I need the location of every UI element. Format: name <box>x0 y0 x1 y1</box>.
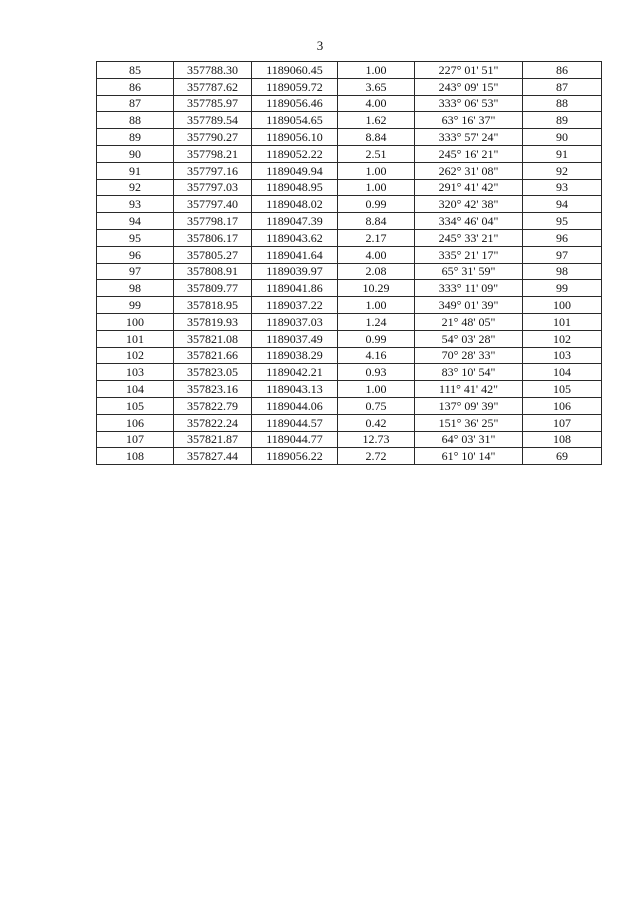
x-coordinate-cell: 357787.62 <box>174 78 252 95</box>
next-point-cell: 88 <box>523 95 602 112</box>
y-coordinate-cell: 1189038.29 <box>252 347 338 364</box>
point-number-cell: 88 <box>97 112 174 129</box>
x-coordinate-cell: 357785.97 <box>174 95 252 112</box>
x-coordinate-cell: 357822.79 <box>174 397 252 414</box>
table-row <box>97 78 602 95</box>
next-point-cell: 95 <box>523 213 602 230</box>
table-row <box>97 397 602 414</box>
distance-cell: 12.73 <box>338 431 415 448</box>
table-row <box>97 62 602 79</box>
y-coordinate-cell: 1189060.45 <box>252 62 338 79</box>
y-coordinate-cell: 1189052.22 <box>252 145 338 162</box>
next-point-cell: 97 <box>523 246 602 263</box>
y-coordinate-cell: 1189041.86 <box>252 280 338 297</box>
bearing-cell: 245° 33' 21" <box>415 229 523 246</box>
y-coordinate-cell: 1189047.39 <box>252 213 338 230</box>
x-coordinate-cell: 357821.08 <box>174 330 252 347</box>
bearing-cell: 64° 03' 31" <box>415 431 523 448</box>
distance-cell: 4.16 <box>338 347 415 364</box>
x-coordinate-cell: 357789.54 <box>174 112 252 129</box>
bearing-cell: 54° 03' 28" <box>415 330 523 347</box>
point-number-cell: 96 <box>97 246 174 263</box>
x-coordinate-cell: 357822.24 <box>174 414 252 431</box>
table-row <box>97 414 602 431</box>
y-coordinate-cell: 1189039.97 <box>252 263 338 280</box>
distance-cell: 1.00 <box>338 62 415 79</box>
coordinates-table-body <box>97 62 602 465</box>
bearing-cell: 245° 16' 21" <box>415 145 523 162</box>
next-point-cell: 89 <box>523 112 602 129</box>
table-row <box>97 448 602 465</box>
point-number-cell: 98 <box>97 280 174 297</box>
y-coordinate-cell: 1189054.65 <box>252 112 338 129</box>
point-number-cell: 105 <box>97 397 174 414</box>
bearing-cell: 333° 06' 53" <box>415 95 523 112</box>
point-number-cell: 93 <box>97 196 174 213</box>
y-coordinate-cell: 1189044.57 <box>252 414 338 431</box>
point-number-cell: 90 <box>97 145 174 162</box>
distance-cell: 1.00 <box>338 179 415 196</box>
point-number-cell: 99 <box>97 297 174 314</box>
point-number-cell: 86 <box>97 78 174 95</box>
y-coordinate-cell: 1189037.49 <box>252 330 338 347</box>
x-coordinate-cell: 357821.66 <box>174 347 252 364</box>
distance-cell: 8.84 <box>338 213 415 230</box>
point-number-cell: 97 <box>97 263 174 280</box>
distance-cell: 3.65 <box>338 78 415 95</box>
x-coordinate-cell: 357827.44 <box>174 448 252 465</box>
x-coordinate-cell: 357797.16 <box>174 162 252 179</box>
table-row <box>97 162 602 179</box>
point-number-cell: 101 <box>97 330 174 347</box>
next-point-cell: 107 <box>523 414 602 431</box>
next-point-cell: 86 <box>523 62 602 79</box>
next-point-cell: 69 <box>523 448 602 465</box>
next-point-cell: 87 <box>523 78 602 95</box>
x-coordinate-cell: 357798.17 <box>174 213 252 230</box>
bearing-cell: 61° 10' 14" <box>415 448 523 465</box>
next-point-cell: 96 <box>523 229 602 246</box>
table-row <box>97 229 602 246</box>
y-coordinate-cell: 1189043.13 <box>252 381 338 398</box>
table-row <box>97 112 602 129</box>
coordinates-table <box>96 61 602 465</box>
distance-cell: 4.00 <box>338 95 415 112</box>
table-row <box>97 381 602 398</box>
bearing-cell: 227° 01' 51" <box>415 62 523 79</box>
bearing-cell: 333° 11' 09" <box>415 280 523 297</box>
x-coordinate-cell: 357805.27 <box>174 246 252 263</box>
bearing-cell: 349° 01' 39" <box>415 297 523 314</box>
x-coordinate-cell: 357818.95 <box>174 297 252 314</box>
distance-cell: 10.29 <box>338 280 415 297</box>
table-row <box>97 246 602 263</box>
point-number-cell: 85 <box>97 62 174 79</box>
distance-cell: 1.24 <box>338 313 415 330</box>
next-point-cell: 103 <box>523 347 602 364</box>
next-point-cell: 91 <box>523 145 602 162</box>
bearing-cell: 137° 09' 39" <box>415 397 523 414</box>
bearing-cell: 83° 10' 54" <box>415 364 523 381</box>
distance-cell: 2.08 <box>338 263 415 280</box>
point-number-cell: 102 <box>97 347 174 364</box>
x-coordinate-cell: 357809.77 <box>174 280 252 297</box>
next-point-cell: 102 <box>523 330 602 347</box>
distance-cell: 8.84 <box>338 129 415 146</box>
bearing-cell: 333° 57' 24" <box>415 129 523 146</box>
next-point-cell: 99 <box>523 280 602 297</box>
x-coordinate-cell: 357797.40 <box>174 196 252 213</box>
y-coordinate-cell: 1189048.95 <box>252 179 338 196</box>
distance-cell: 0.99 <box>338 330 415 347</box>
point-number-cell: 95 <box>97 229 174 246</box>
next-point-cell: 104 <box>523 364 602 381</box>
point-number-cell: 103 <box>97 364 174 381</box>
distance-cell: 4.00 <box>338 246 415 263</box>
table-row <box>97 364 602 381</box>
distance-cell: 2.17 <box>338 229 415 246</box>
distance-cell: 1.00 <box>338 381 415 398</box>
x-coordinate-cell: 357808.91 <box>174 263 252 280</box>
bearing-cell: 334° 46' 04" <box>415 213 523 230</box>
distance-cell: 1.62 <box>338 112 415 129</box>
next-point-cell: 101 <box>523 313 602 330</box>
table-row <box>97 145 602 162</box>
y-coordinate-cell: 1189056.10 <box>252 129 338 146</box>
point-number-cell: 94 <box>97 213 174 230</box>
distance-cell: 0.93 <box>338 364 415 381</box>
point-number-cell: 107 <box>97 431 174 448</box>
page-number: 3 <box>316 38 324 53</box>
x-coordinate-cell: 357797.03 <box>174 179 252 196</box>
distance-cell: 2.51 <box>338 145 415 162</box>
distance-cell: 1.00 <box>338 162 415 179</box>
table-row <box>97 213 602 230</box>
y-coordinate-cell: 1189041.64 <box>252 246 338 263</box>
bearing-cell: 65° 31' 59" <box>415 263 523 280</box>
x-coordinate-cell: 357821.87 <box>174 431 252 448</box>
distance-cell: 2.72 <box>338 448 415 465</box>
point-number-cell: 108 <box>97 448 174 465</box>
y-coordinate-cell: 1189059.72 <box>252 78 338 95</box>
bearing-cell: 243° 09' 15" <box>415 78 523 95</box>
point-number-cell: 92 <box>97 179 174 196</box>
next-point-cell: 105 <box>523 381 602 398</box>
y-coordinate-cell: 1189056.22 <box>252 448 338 465</box>
point-number-cell: 89 <box>97 129 174 146</box>
next-point-cell: 93 <box>523 179 602 196</box>
point-number-cell: 106 <box>97 414 174 431</box>
distance-cell: 0.75 <box>338 397 415 414</box>
next-point-cell: 94 <box>523 196 602 213</box>
distance-cell: 1.00 <box>338 297 415 314</box>
bearing-cell: 335° 21' 17" <box>415 246 523 263</box>
bearing-cell: 111° 41' 42" <box>415 381 523 398</box>
bearing-cell: 21° 48' 05" <box>415 313 523 330</box>
point-number-cell: 87 <box>97 95 174 112</box>
x-coordinate-cell: 357790.27 <box>174 129 252 146</box>
y-coordinate-cell: 1189037.03 <box>252 313 338 330</box>
y-coordinate-cell: 1189049.94 <box>252 162 338 179</box>
point-number-cell: 100 <box>97 313 174 330</box>
table-row <box>97 431 602 448</box>
bearing-cell: 151° 36' 25" <box>415 414 523 431</box>
y-coordinate-cell: 1189042.21 <box>252 364 338 381</box>
y-coordinate-cell: 1189044.06 <box>252 397 338 414</box>
bearing-cell: 320° 42' 38" <box>415 196 523 213</box>
x-coordinate-cell: 357823.05 <box>174 364 252 381</box>
point-number-cell: 104 <box>97 381 174 398</box>
y-coordinate-cell: 1189037.22 <box>252 297 338 314</box>
bearing-cell: 291° 41' 42" <box>415 179 523 196</box>
table-row <box>97 129 602 146</box>
bearing-cell: 70° 28' 33" <box>415 347 523 364</box>
table-row <box>97 313 602 330</box>
x-coordinate-cell: 357788.30 <box>174 62 252 79</box>
y-coordinate-cell: 1189043.62 <box>252 229 338 246</box>
x-coordinate-cell: 357819.93 <box>174 313 252 330</box>
next-point-cell: 106 <box>523 397 602 414</box>
distance-cell: 0.42 <box>338 414 415 431</box>
next-point-cell: 108 <box>523 431 602 448</box>
table-row <box>97 179 602 196</box>
distance-cell: 0.99 <box>338 196 415 213</box>
bearing-cell: 63° 16' 37" <box>415 112 523 129</box>
table-row <box>97 347 602 364</box>
table-row <box>97 330 602 347</box>
bearing-cell: 262° 31' 08" <box>415 162 523 179</box>
table-row <box>97 95 602 112</box>
x-coordinate-cell: 357798.21 <box>174 145 252 162</box>
table-row <box>97 263 602 280</box>
table-row <box>97 196 602 213</box>
table-row <box>97 297 602 314</box>
next-point-cell: 90 <box>523 129 602 146</box>
y-coordinate-cell: 1189044.77 <box>252 431 338 448</box>
next-point-cell: 92 <box>523 162 602 179</box>
next-point-cell: 98 <box>523 263 602 280</box>
table-row <box>97 280 602 297</box>
y-coordinate-cell: 1189048.02 <box>252 196 338 213</box>
point-number-cell: 91 <box>97 162 174 179</box>
y-coordinate-cell: 1189056.46 <box>252 95 338 112</box>
x-coordinate-cell: 357806.17 <box>174 229 252 246</box>
x-coordinate-cell: 357823.16 <box>174 381 252 398</box>
next-point-cell: 100 <box>523 297 602 314</box>
